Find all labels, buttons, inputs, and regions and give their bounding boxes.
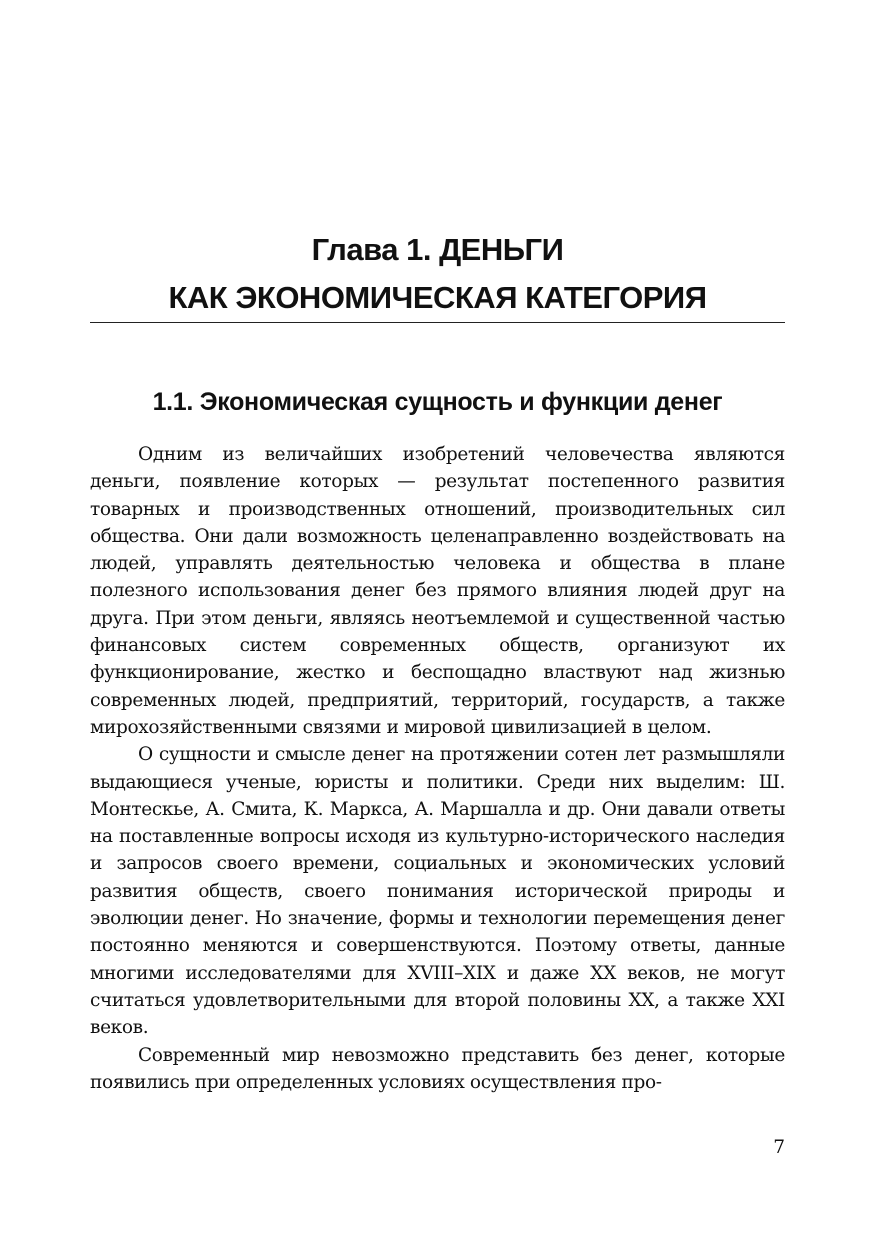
- chapter-divider: [90, 322, 785, 323]
- section-title: 1.1. Экономическая сущность и функции денег: [152, 388, 723, 416]
- chapter-title-line-1: Глава 1. ДЕНЬГИ: [311, 232, 564, 267]
- paragraph: О сущности и смысле денег на протяжении сотен лет размышляли выдающиеся ученые, юристы и политики. Среди них выделим: Ш. Монтескье, А. Смита, К. Маркса, А. Маршалла и др. Они давали ответы на поставленные вопросы исходя из культурно-исторического наследия и запросов своего времени, социальных и экономических условий развития обществ, своего понимания исторической природы и эволюции денег. Но значение, формы и технологии перемещения денег постоянно меняются и совершенствуются. Поэтому ответы, данные многими исследователями для XVIII–XIX и даже XX веков, не могут считаться удовлетворительными для второй половины XX, а также XXI веков.: [90, 744, 785, 1039]
- body-text: [90, 441, 785, 1096]
- paragraph: Современный мир невозможно представить без денег, которые появились при определенных условиях осуществления про-: [90, 1044, 785, 1093]
- chapter-title: [90, 226, 785, 322]
- paragraph: Одним из величайших изобретений человечества являются деньги, появление которых — результат постепенного развития товарных и производственных отношений, производительных сил общества. Они дали возможность целенаправленно воздействовать на людей, управлять деятельностью человека и общества в плане полезного использования денег без прямого влияния людей друг на друга. При этом деньги, являясь неотъемлемой и существенной частью финансовых систем современных обществ, организуют их функционирование, жестко и беспощадно властвуют над жизнью современных людей, предприятий, территорий, государств, а также мирохозяйственными связями и мировой цивилизацией в целом.: [90, 444, 785, 738]
- page-number: 7: [773, 1137, 785, 1158]
- chapter-title-line-2: КАК ЭКОНОМИЧЕСКАЯ КАТЕГОРИЯ: [168, 280, 707, 315]
